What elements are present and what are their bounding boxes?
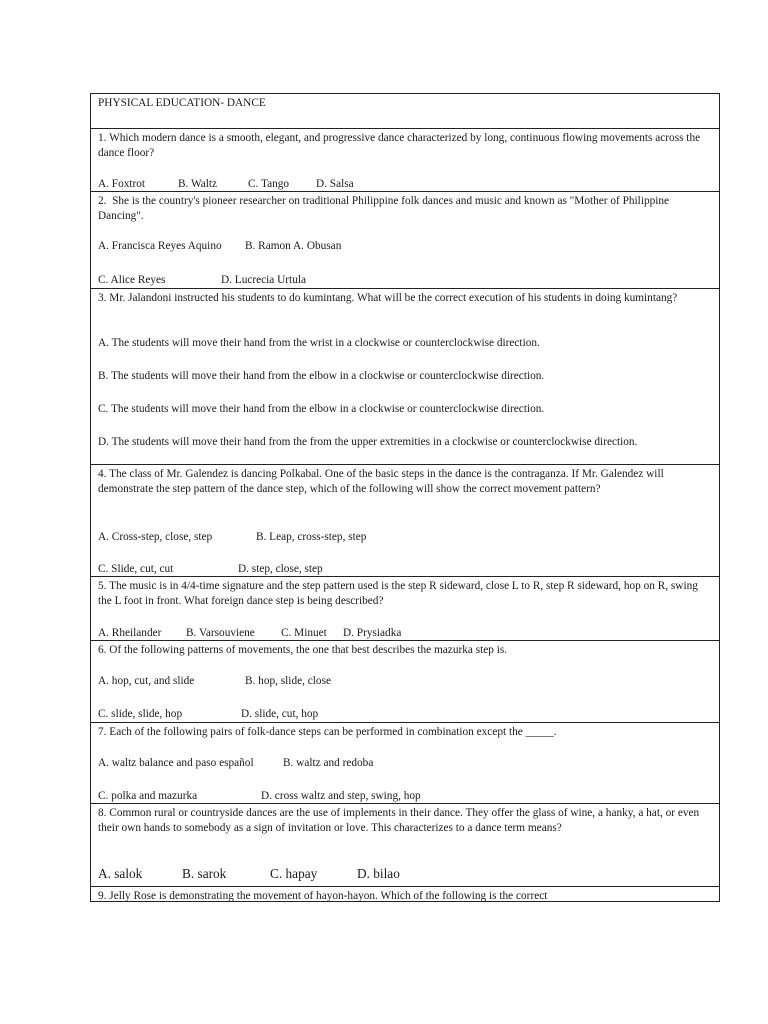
q7-choice-d: D. cross waltz and step, swing, hop	[261, 790, 421, 802]
q7-choice-c: C. polka and mazurka	[98, 790, 198, 802]
q4-choice-b: B. Leap, cross-step, step	[256, 531, 367, 543]
q8-choice-a: A. salok	[98, 866, 143, 881]
question-7-choices-cd	[98, 789, 713, 803]
question-4	[91, 464, 719, 576]
question-1-choices	[98, 177, 713, 191]
title-row	[91, 94, 719, 128]
question-4-text: 4. The class of Mr. Galendez is dancing Polkabal. One of the basic steps in the dance is the contraganza. If Mr. Galendez will demonstrate the step pattern of the dance step, which of the following will show the correct movement pattern?	[98, 468, 667, 495]
q1-choice-c: C. Tango	[248, 178, 290, 190]
question-3-text: 3. Mr. Jalandoni instructed his students to do kumintang. What will be the correct execution of his students in doing kumintang?	[98, 292, 678, 304]
q5-choice-b: B. Varsouviene	[186, 627, 255, 639]
q6-choice-c: C. slide, slide, hop	[98, 708, 183, 720]
question-7-choices-ab	[98, 756, 713, 771]
q2-choice-a: A. Francisca Reyes Aquino	[98, 240, 222, 252]
q2-choice-c: C. Alice Reyes	[98, 274, 166, 286]
q1-choice-b: B. Waltz	[178, 178, 218, 190]
question-7-text: 7. Each of the following pairs of folk-dance steps can be performed in combination except the _____.	[98, 726, 557, 738]
question-4-choices-cd	[98, 562, 713, 576]
q3-choice-a: A. The students will move their hand from the wrist in a clockwise or counterclockwise direction.	[98, 337, 540, 349]
question-1	[91, 128, 719, 191]
question-7	[91, 722, 719, 803]
question-8-text: 8. Common rural or countryside dances are the use of implements in their dance. They offer the glass of wine, a hanky, a hat, or even their own hands to somebody as a sign of invitation or love. This characterizes to a dance term means?	[98, 807, 702, 834]
question-9-text: 9. Jelly Rose is demonstrating the movement of hayon-hayon. Which of the following is the correct	[98, 890, 548, 901]
question-6	[91, 640, 719, 722]
q4-choice-d: D. step, close, step	[238, 563, 323, 575]
question-6-text: 6. Of the following patterns of movements, the one that best describes the mazurka step is.	[98, 644, 508, 656]
q7-choice-a: A. waltz balance and paso español	[98, 757, 254, 769]
worksheet-table	[90, 93, 720, 902]
question-4-choices-ab	[98, 530, 713, 545]
q4-choice-c: C. Slide, cut, cut	[98, 563, 174, 575]
question-8	[91, 803, 719, 886]
q6-choice-a: A. hop, cut, and slide	[98, 675, 195, 687]
question-1-text: 1. Which modern dance is a smooth, elegant, and progressive dance characterized by long, continuous flowing movements across the dance floor?	[98, 132, 703, 159]
question-5	[91, 576, 719, 640]
q4-choice-a: A. Cross-step, close, step	[98, 531, 213, 543]
q5-choice-d: D. Prysiadka	[343, 627, 402, 639]
q3-choice-c: C. The students will move their hand from the elbow in a clockwise or counterclockwise direction.	[98, 403, 545, 415]
q2-choice-b: B. Ramon A. Obusan	[245, 240, 342, 252]
q3-choice-d: D. The students will move their hand from the from the upper extremities in a clockwise or counterclockwise direction.	[98, 436, 638, 448]
q7-choice-b: B. waltz and redoba	[283, 757, 374, 769]
q1-choice-d: D. Salsa	[316, 178, 354, 190]
q1-choice-a: A. Foxtrot	[98, 178, 146, 190]
q8-choice-d: D. bilao	[357, 866, 400, 881]
q8-choice-c: C. hapay	[270, 866, 318, 881]
q6-choice-d: D. slide, cut, hop	[241, 708, 319, 720]
question-6-choices-cd	[98, 707, 713, 722]
q5-choice-a: A. Rheilander	[98, 627, 162, 639]
question-8-choices	[98, 867, 713, 882]
question-2-choices-cd	[98, 273, 713, 288]
question-2	[91, 191, 719, 288]
question-5-text: 5. The music is in 4/4-time signature and the step pattern used is the step R sideward, close L to R, step R sideward, hop on R, swing the L foot in front. What foreign dance step is being described?	[98, 580, 701, 607]
q2-choice-d: D. Lucrecia Urtula	[221, 274, 306, 286]
question-6-choices-ab	[98, 674, 713, 689]
q6-choice-b: B. hop, slide, close	[245, 675, 331, 687]
question-2-text: 2. She is the country's pioneer researcher on traditional Philippine folk dances and music and known as "Mother of Philippine Dancing".	[98, 195, 672, 222]
question-3	[91, 288, 719, 464]
q3-choice-b: B. The students will move their hand from the elbow in a clockwise or counterclockwise direction.	[98, 370, 545, 382]
q5-choice-c: C. Minuet	[281, 627, 327, 639]
question-5-choices	[98, 626, 713, 640]
question-2-choices-ab	[98, 239, 713, 254]
question-9	[91, 886, 719, 901]
q8-choice-b: B. sarok	[182, 866, 227, 881]
worksheet-title: PHYSICAL EDUCATION- DANCE	[98, 97, 266, 109]
